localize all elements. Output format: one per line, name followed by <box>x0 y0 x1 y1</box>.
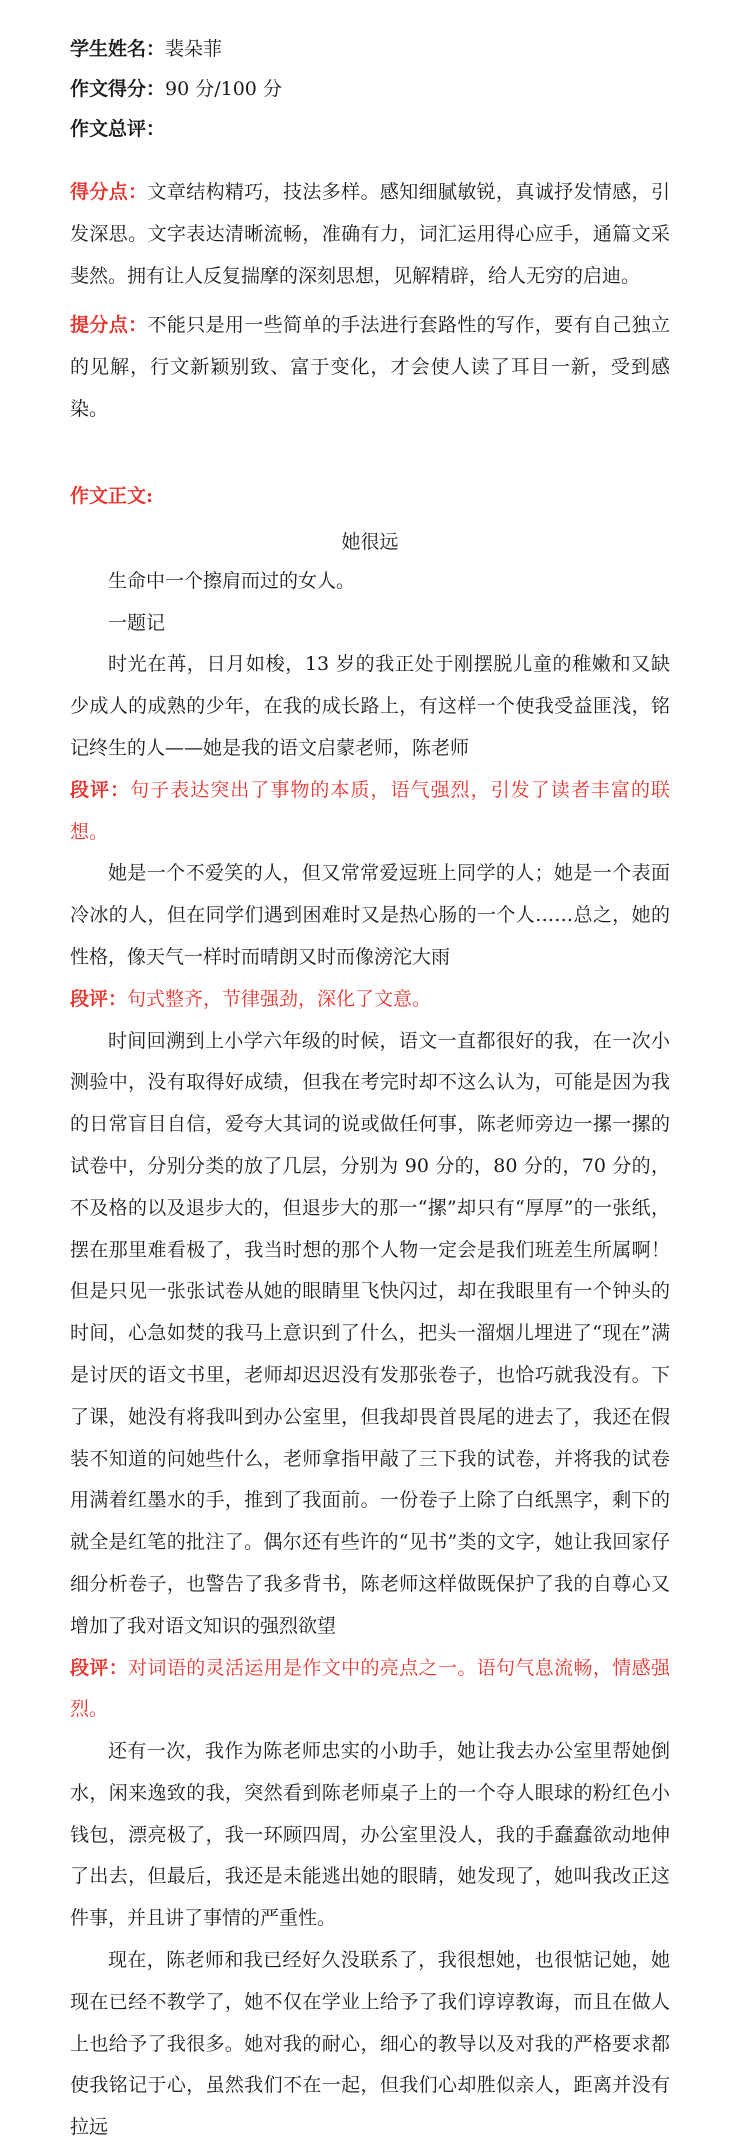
essay-epigraph: 生命中一个擦肩而过的女人。 <box>108 569 356 592</box>
plus-points-text: 文章结构精巧，技法多样。感知细腻敏锐，真诚抒发情感，引发深思。文字表达清晰流畅，准确有力，词汇运用得心应手，通篇文采斐然。拥有让人反复揣摩的深刻思想，见解精辟，给人无穷的启迪。 <box>70 181 670 287</box>
paragraph-comment <box>70 1648 670 1732</box>
paragraph-comment-text: 句式整齐，节律强劲，深化了文意。 <box>127 987 432 1010</box>
score-label: 作文得分： <box>70 78 166 100</box>
overall-comment-row <box>70 118 670 158</box>
essay-paragraph: 时间回溯到上小学六年级的时候，语文一直都很好的我，在一次小测验中，没有取得好成绩，但我在考完时却不这么认为，可能是因为我的日常盲目自信，爱夸大其词的说或做任何事，陈老师旁边一摞一摞的试卷中，分别分类的放了几层，分别为 90 分的，80 分的，70 分的，不及格的以及退步大的，但退步大的那一“摞”却只有“厚厚”的一张纸，摆在那里难看极了，我当时想的那个人物一定会是我们班差生所属啊！但是只见一张张试卷从她的眼睛里飞快闪过，却在我眼里有一个钟头的时间，心急如焚的我马上意识到了什么，把头一溜烟儿埋进了“现在”满是讨厌的语文书里，老师却迟迟没有发那张卷子，也恰巧就我没有。下了课，她没有将我叫到办公室里，但我却畏首畏尾的进去了，我还在假装不知道的问她些什么，老师拿指甲敲了三下我的试卷，并将我的试卷用满着红墨水的手，推到了我面前。一份卷子上除了白纸黑字，剩下的就全是红笔的批注了。偶尔还有些许的“见书”类的文字，她让我回家仔细分析卷子，也警告了我多背书，陈老师这样做既保护了我的自尊心又增加了我对语文知识的强烈欲望 <box>70 1029 670 1637</box>
plus-points <box>70 172 670 297</box>
score-value: 90 分/100 分 <box>165 78 282 100</box>
essay-document <box>70 38 670 2149</box>
paragraph-comment-text: 句子表达突出了事物的本质，语气强烈，引发了读者丰富的联想。 <box>70 778 670 843</box>
plus-points-label: 得分点： <box>70 181 148 203</box>
improve-points-label: 提分点： <box>70 314 148 337</box>
paragraph-comment-label: 段评： <box>70 1656 129 1679</box>
improve-points <box>70 305 670 430</box>
paragraph-comment-label: 段评： <box>70 987 128 1010</box>
paragraph-comment-label: 段评： <box>70 778 131 801</box>
essay-paragraph: 现在，陈老师和我已经好久没联系了，我很想她，也很惦记她，她现在已经不教学了，她不仅在学业上给予了我们谆谆教诲，而且在做人上也给予了我很多。她对我的耐心，细心的教导以及对我的严格要求都使我铭记于心，虽然我们不在一起，但我们心却胜似亲人，距离并没有拉远 <box>70 1949 670 2139</box>
essay-epigraph-note: 一题记 <box>108 611 166 634</box>
paragraph-comment <box>70 770 670 854</box>
improve-points-text: 不能只是用一些简单的手法进行套路性的写作，要有自己独立的见解，行文新颖别致、富于变化，才会使人读了耳目一新，受到感染。 <box>70 314 670 420</box>
score-row <box>70 78 670 118</box>
student-name-label: 学生姓名： <box>70 38 166 60</box>
student-name-value: 裴朵菲 <box>165 38 223 60</box>
paragraph-comment <box>70 979 670 1021</box>
paragraph-comment-text: 对词语的灵活运用是作文中的亮点之一。语句气息流畅，情感强烈。 <box>70 1656 670 1721</box>
essay-paragraph: 还有一次，我作为陈老师忠实的小助手，她让我去办公室里帮她倒水，闲来逸致的我，突然看到陈老师桌子上的一个夺人眼球的粉红色小钱包，漂亮极了，我一环顾四周，办公室里没人，我的手蠢蠢欲动地伸了出去，但最后，我还是未能逃出她的眼睛，她发现了，她叫我改正这件事，并且讲了事情的严重性。 <box>70 1740 670 1930</box>
essay-paragraph: 她是一个不爱笑的人，但又常常爱逗班上同学的人；她是一个表面冷冰的人，但在同学们遇到困难时又是热心肠的一个人……总之，她的性格，像天气一样时而晴朗又时而像滂沱大雨 <box>70 862 670 968</box>
essay-paragraph: 时光在苒，日月如梭，13 岁的我正处于刚摆脱儿童的稚嫩和又缺少成人的成熟的少年，在我的成长路上，有这样一个使我受益匪浅，铭记终生的人——她是我的语文启蒙老师，陈老师 <box>70 653 670 759</box>
student-name-row <box>70 38 670 78</box>
essay-title: 她很远 <box>341 530 399 553</box>
overall-comment-label: 作文总评： <box>70 118 166 140</box>
essay-section-label: 作文正文: <box>70 484 154 507</box>
